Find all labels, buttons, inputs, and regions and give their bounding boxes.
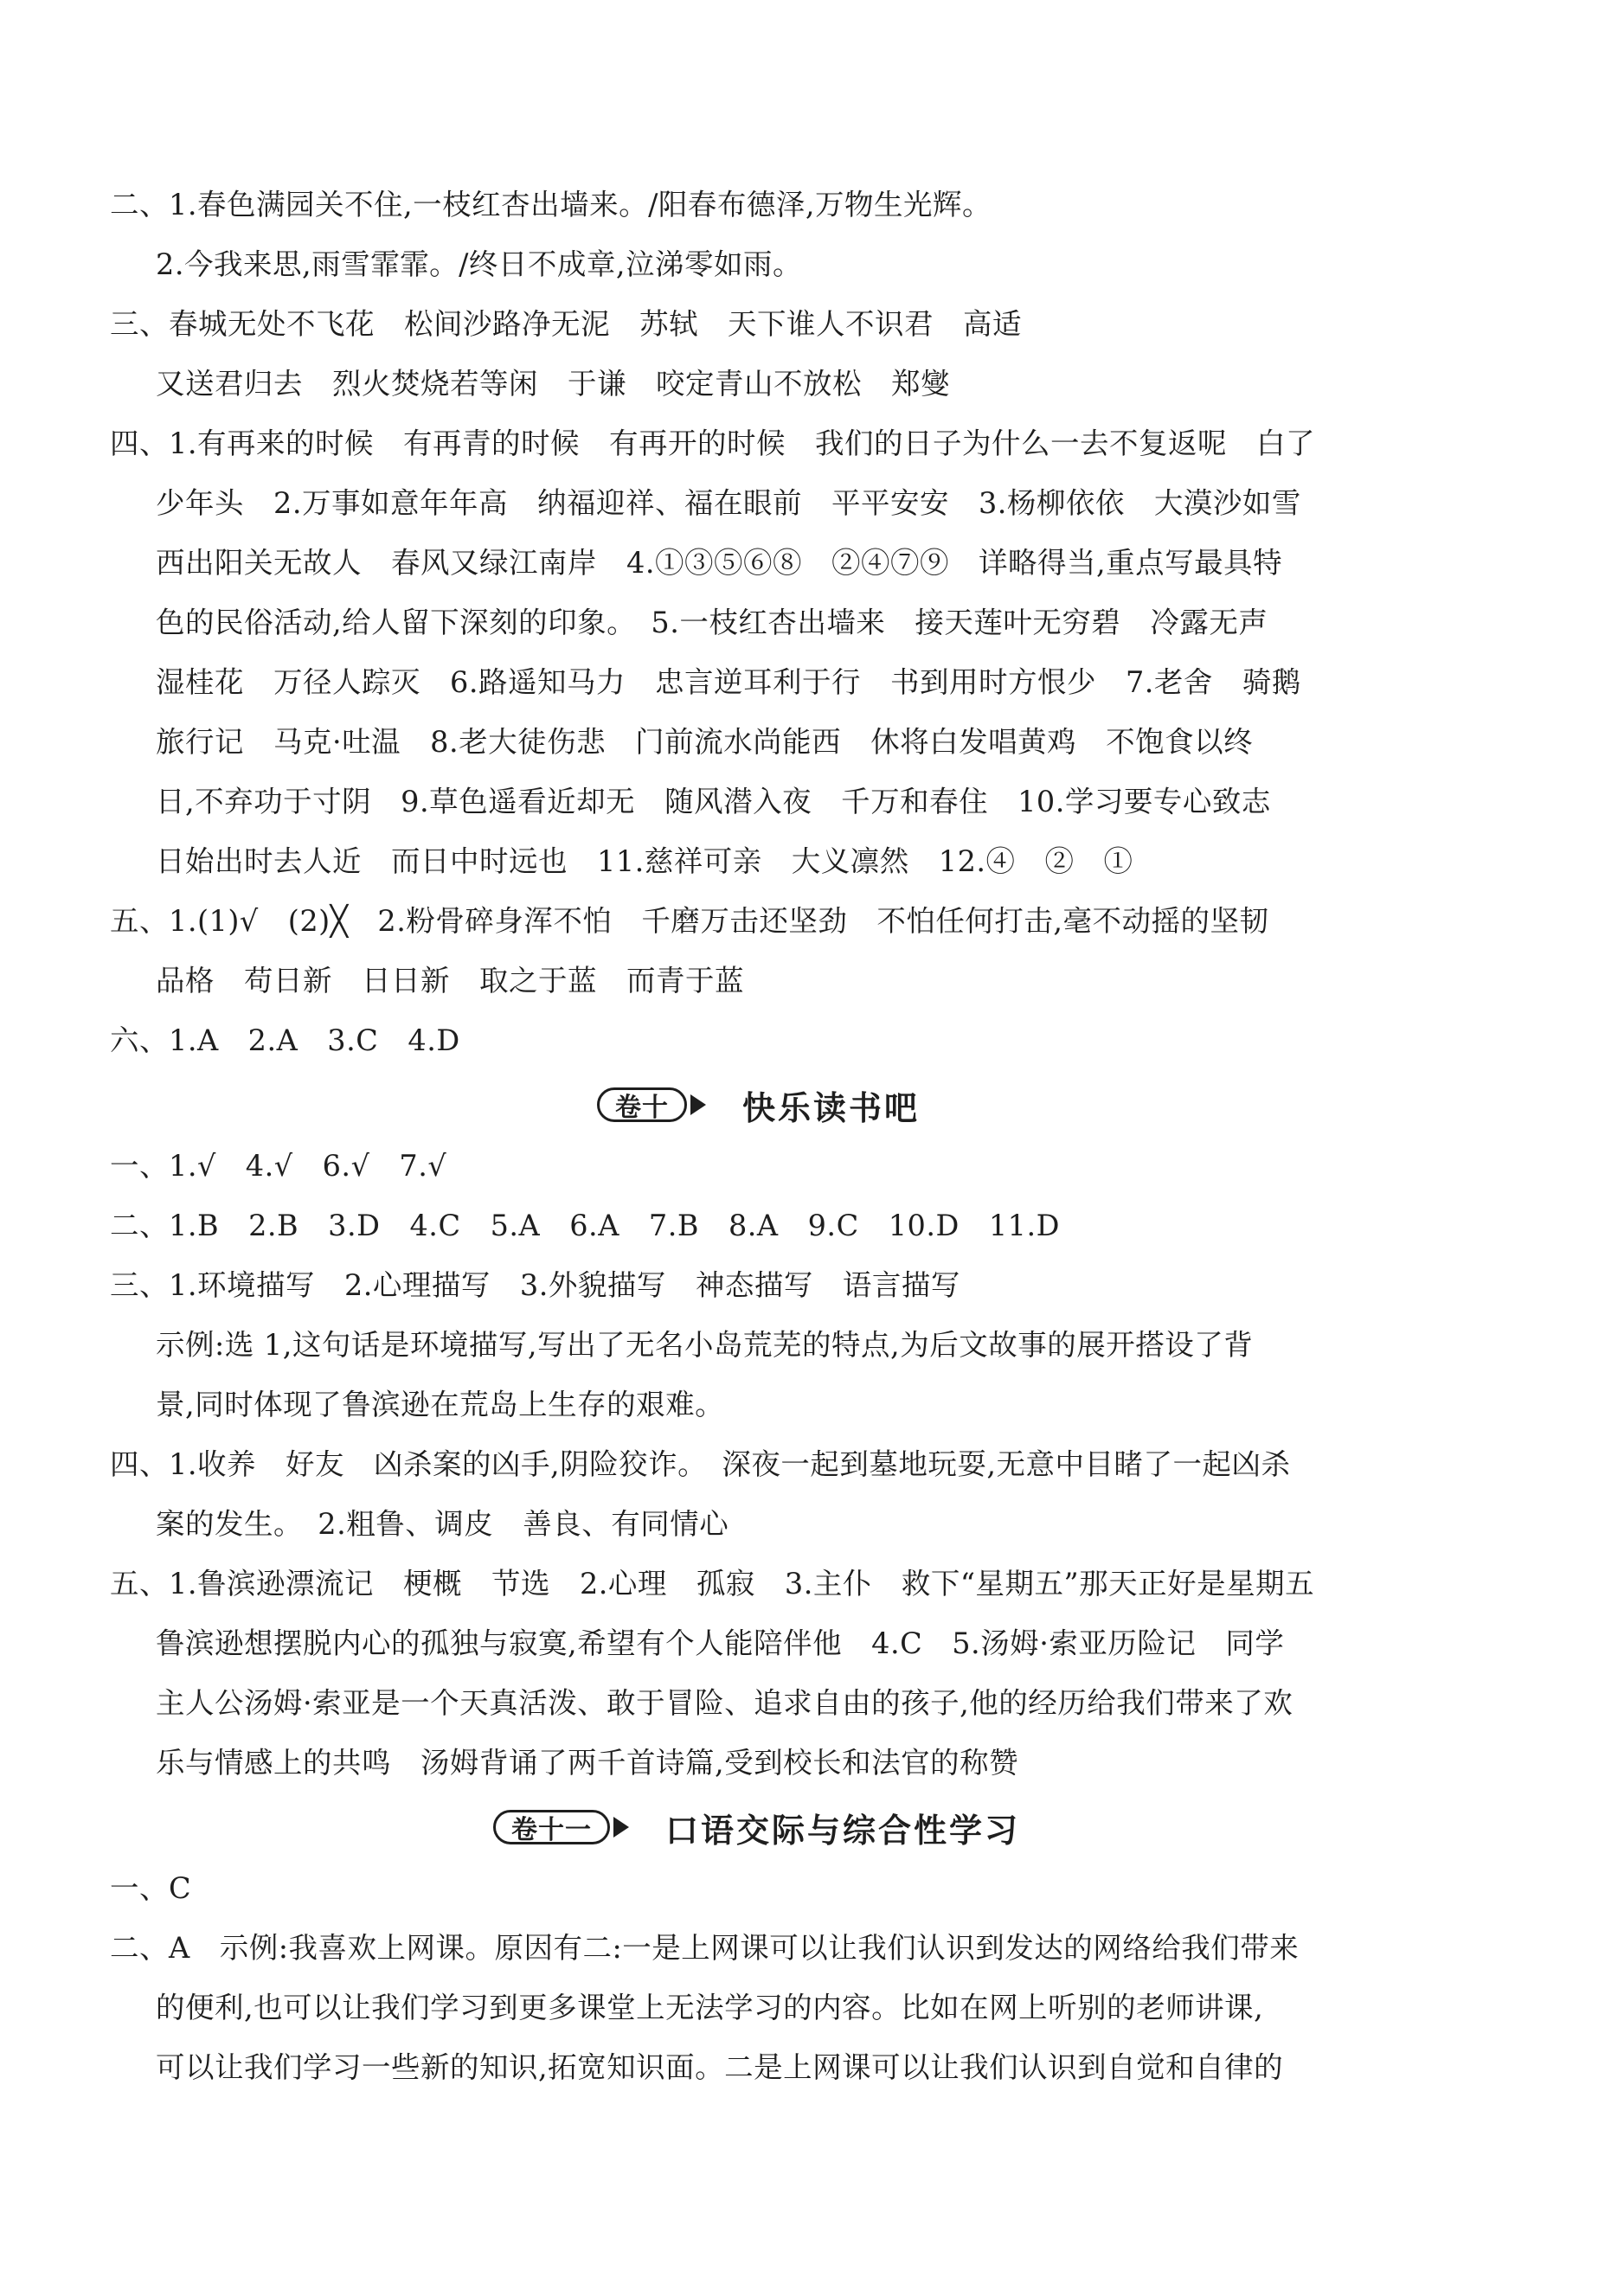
answer-line: 四、1.有再来的时候 有再青的时候 有再开的时候 我们的日子为什么一去不复返呢 白了 <box>110 427 1315 460</box>
answer-line: 二、1.B 2.B 3.D 4.C 5.A 6.A 7.B 8.A 9.C 10.D 11.D <box>110 1209 1060 1242</box>
answer-line: 又送君归去 烈火焚烧若等闲 于谦 咬定青山不放松 郑燮 <box>156 367 950 401</box>
answer-line: 主人公汤姆·索亚是一个天真活泼、敢于冒险、追求自由的孩子,他的经历给我们带来了欢 <box>156 1686 1293 1720</box>
answer-line: 鲁滨逊想摆脱内心的孤独与寂寞,希望有个人能陪伴他 4.C 5.汤姆·索亚历险记 同学 <box>156 1626 1285 1660</box>
answer-line: 四、1.收养 好友 凶杀案的凶手,阴险狡诈。 深夜一起到墓地玩耍,无意中目睹了一起凶杀 <box>110 1447 1291 1481</box>
answer-line: 二、A 示例:我喜欢上网课。原因有二:一是上网课可以让我们认识到发达的网络给我们带来 <box>110 1931 1300 1965</box>
section-tag: 卷十 <box>597 1087 687 1122</box>
answer-line: 日,不弃功于寸阴 9.草色遥看近却无 随风潜入夜 千万和春住 10.学习要专心致志 <box>156 785 1271 818</box>
answer-line: 乐与情感上的共鸣 汤姆背诵了两千首诗篇,受到校长和法官的称赞 <box>156 1746 1019 1780</box>
arrow-right-icon <box>613 1817 629 1838</box>
answer-line: 二、1.春色满园关不住,一枝红杏出墙来。/阳春布德泽,万物生光辉。 <box>110 188 992 221</box>
answer-line: 三、1.环境描写 2.心理描写 3.外貌描写 神态描写 语言描写 <box>110 1268 960 1302</box>
answer-line: 示例:选 1,这句话是环境描写,写出了无名小岛荒芜的特点,为后文故事的展开搭设了背 <box>156 1328 1254 1362</box>
answer-line: 案的发生。 2.粗鲁、调皮 善良、有同情心 <box>156 1507 729 1541</box>
answer-line: 五、1.鲁滨逊漂流记 梗概 节选 2.心理 孤寂 3.主仆 救下“星期五”那天正好是星期五 <box>110 1567 1315 1600</box>
arrow-right-icon <box>690 1094 706 1115</box>
answer-line: 景,同时体现了鲁滨逊在荒岛上生存的艰难。 <box>156 1388 725 1421</box>
answer-line: 的便利,也可以让我们学习到更多课堂上无法学习的内容。比如在网上听别的老师讲课, <box>156 1991 1264 2024</box>
answer-line: 日始出时去人近 而日中时远也 11.慈祥可亲 大义凛然 12.④ ② ① <box>156 844 1133 878</box>
answer-line: 品格 苟日新 日日新 取之于蓝 而青于蓝 <box>156 964 744 997</box>
answer-line: 少年头 2.万事如意年年高 纳福迎祥、福在眼前 平平安安 3.杨柳依依 大漠沙如雪 <box>156 486 1301 520</box>
answer-line: 一、C <box>110 1871 192 1905</box>
answer-line: 2.今我来思,雨雪霏霏。/终日不成章,泣涕零如雨。 <box>156 247 803 281</box>
section-tag: 卷十一 <box>493 1810 610 1844</box>
section-heading <box>597 1079 920 1131</box>
answer-line: 一、1.√ 4.√ 6.√ 7.√ <box>110 1149 447 1183</box>
answer-line: 六、1.A 2.A 3.C 4.D <box>110 1023 460 1057</box>
answer-line: 湿桂花 万径人踪灭 6.路遥知马力 忠言逆耳利于行 书到用时方恨少 7.老舍 骑鹅 <box>156 665 1301 699</box>
answer-line: 旅行记 马克·吐温 8.老大徒伤悲 门前流水尚能西 休将白发唱黄鸡 不饱食以终 <box>156 725 1254 759</box>
section-title: 快乐读书吧 <box>742 1088 921 1127</box>
answer-line: 西出阳关无故人 春风又绿江南岸 4.①③⑤⑥⑧ ②④⑦⑨ 详略得当,重点写最具特 <box>156 546 1283 580</box>
section-heading <box>493 1801 1020 1853</box>
section-title: 口语交际与综合性学习 <box>665 1811 1021 1850</box>
answer-line: 可以让我们学习一些新的知识,拓宽知识面。二是上网课可以让我们认识到自觉和自律的 <box>156 2050 1284 2084</box>
answer-line: 三、春城无处不飞花 松间沙路净无泥 苏轼 天下谁人不识君 高适 <box>110 307 1022 341</box>
answer-line: 五、1.(1)√ (2)╳ 2.粉骨碎身浑不怕 千磨万击还坚劲 不怕任何打击,毫不动摇的坚韧 <box>110 904 1269 938</box>
answer-line: 色的民俗活动,给人留下深刻的印象。 5.一枝红杏出墙来 接天莲叶无穷碧 冷露无声 <box>156 606 1268 639</box>
